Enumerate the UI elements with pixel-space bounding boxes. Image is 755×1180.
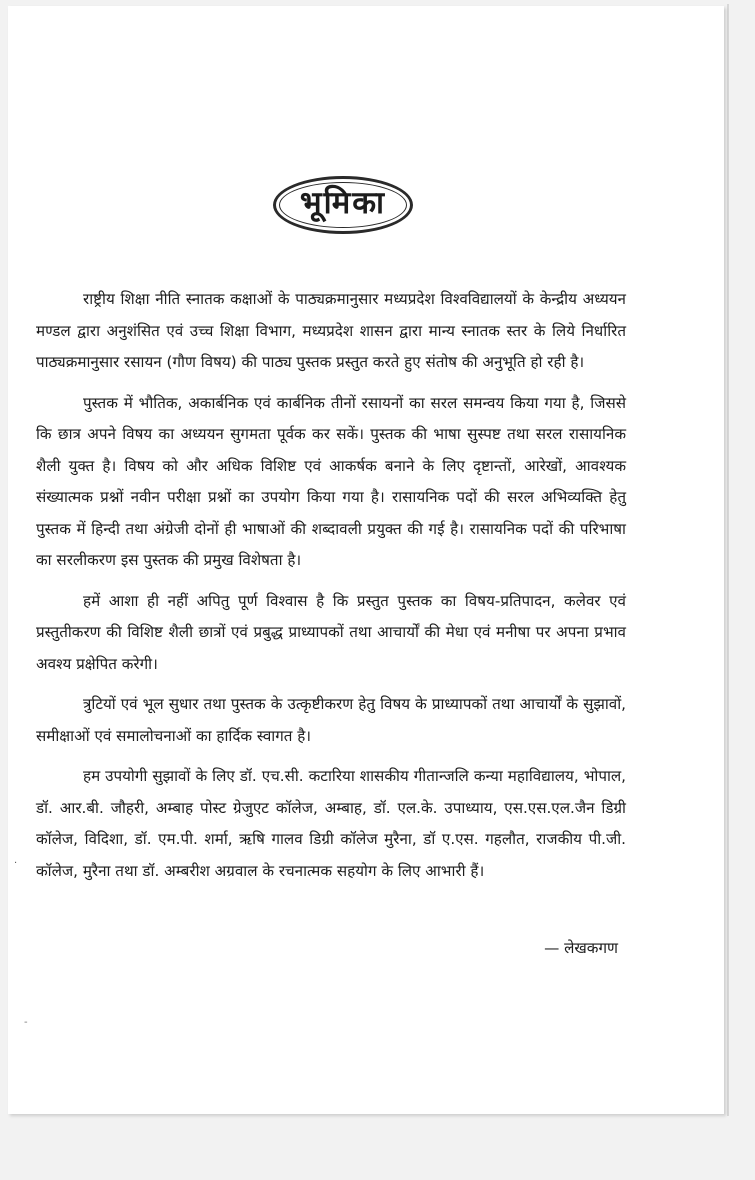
scan-mark-2: -: [24, 1017, 28, 1028]
page-edge: [727, 4, 729, 1116]
paragraph-4: त्रुटियों एवं भूल सुधार तथा पुस्तक के उत्कृष्टीकरण हेतु विषय के प्राध्यापकों तथा आचार्यों के सुझावों, समीक्षाओं एवं समालोचनाओं का हार्दिक स्वागत है।: [36, 695, 626, 745]
scan-mark: ·: [14, 858, 18, 869]
page-title: भूमिका: [299, 185, 387, 221]
paragraph-3: हमें आशा ही नहीं अपितु पूर्ण विश्वास है कि प्रस्तुत पुस्तक का विषय-प्रतिपादन, कलेवर एवं प्रस्तुतीकरण की विशिष्ट शैली छात्रों एवं प्रबुद्ध प्राध्यापकों तथा आचार्यों की मेधा एवं मनीषा पर अपना प्रभाव अवश्य प्रक्षेपित करेगी।: [36, 591, 626, 673]
paragraph-2: पुस्तक में भौतिक, अकार्बनिक एवं कार्बनिक तीनों रसायनों का सरल समन्वय किया गया है, जिससे कि छात्र अपने विषय का अध्ययन सुगमता पूर्वक कर सकें। पुस्तक की भाषा सुस्पष्ट तथा सरल रासायनिक शैली युक्त है। विषय को और अधिक विशिष्ट एवं आकर्षक बनाने के लिए दृष्टान्तों, आरेखों, आवश्यक संख्यात्मक प्रश्नों नवीन परीक्षा प्रश्नों का उपयोग किया गया है। रासायनिक पदों की सरल अभिव्यक्ति हेतु पुस्तक में हिन्दी तथा अंग्रेजी दोनों ही भाषाओं की शब्दावली प्रयुक्त की गई है। रासायनिक पदों की परिभाषा का सरलीकरण इस पुस्तक की प्रमुख विशेषता है।: [36, 393, 626, 569]
paragraph-1: राष्ट्रीय शिक्षा नीति स्नातक कक्षाओं के पाठ्यक्रमानुसार मध्यप्रदेश विश्वविद्यालयों के केन्द्रीय अध्ययन मण्डल द्वारा अनुशंसित एवं उच्च शिक्षा विभाग, मध्यप्रदेश शासन द्वारा मान्य स्नातक स्तर के लिये निर्धारित पाठ्यक्रमानुसार रसायन (गौण विषय) की पाठ्य पुस्तक प्रस्तुत करते हुए संतोष की अनुभूति हो रही है।: [36, 290, 626, 371]
signature: — लेखकगण: [544, 939, 618, 957]
preface-body: [36, 284, 626, 896]
title-badge: [273, 176, 413, 234]
paragraph-5: हम उपयोगी सुझावों के लिए डॉ. एच.सी. कटारिया शासकीय गीतान्जलि कन्या महाविद्यालय, भोपाल, डॉ. आर.बी. जौहरी, अम्बाह पोस्ट ग्रेजुएट कॉलेज, अम्बाह, डॉ. एल.के. उपाध्याय, एस.एस.एल.जैन डिग्री कॉलेज, विदिशा, डॉ. एम.पी. शर्मा, ऋषि गालव डिग्री कॉलेज मुरैना, डॉ ए.एस. गहलौत, राजकीय पी.जी. कॉलेज, मुरैना तथा डॉ. अम्बरीश अग्रवाल के रचनात्मक सहयोग के लिए आभारी हैं।: [36, 767, 626, 880]
